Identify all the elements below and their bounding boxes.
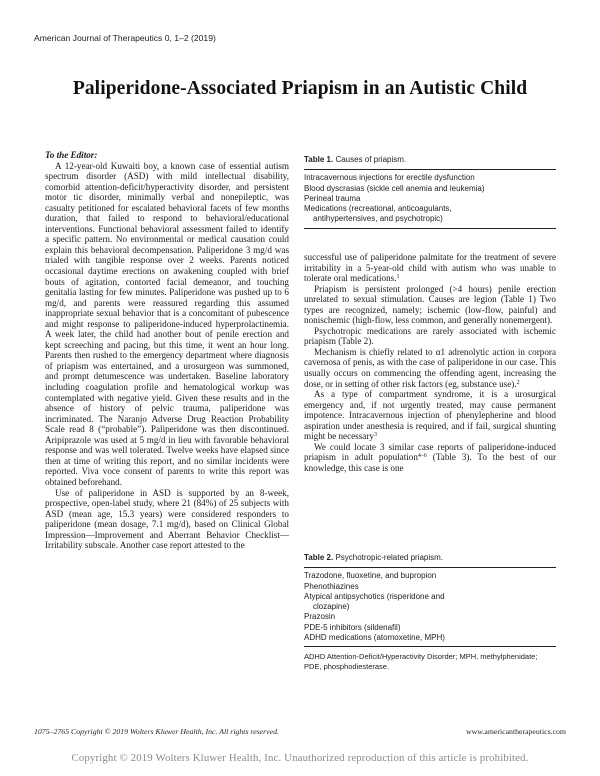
table-1-title: Causes of priapism. [335, 155, 407, 164]
table-2-footnote: ADHD Attention-Deficit/Hyperactivity Disorder; MPH, methylphenidate; PDE, phosphodiesterase. [304, 652, 538, 671]
left-column [45, 150, 289, 551]
table-1-caption [304, 155, 556, 170]
table-row: Atypical antipsychotics (risperidone and [304, 591, 445, 601]
table-2-rule [304, 646, 556, 647]
emergency-paragraph: As a type of compartment syndrome, it is a urosurgical emergency and, if not urgently treated, may cause permanent impotence. Intracavernous injection of phenylepherine and blood aspiration under anesthesia is required, and if fail, surgical shunting might be necessary$^3$ [304, 389, 556, 442]
psychotropic-paragraph: Psychotropic medications are rarely associated with ischemic priapism (Table 2). [304, 325, 556, 347]
table-row-continuation: antihypertensives, and psychotropic) [313, 214, 443, 224]
table-row: Trazodone, fluoxetine, and bupropion [304, 571, 437, 581]
mechanism-paragraph: Mechanism is chiefly related to α1 adrenolytic action in corpora cavernosa of penis, as with the case of paliperidone in our case. This usually occurs on commencing the offending agent, increasing the dose, or in setting of other risk factors (eg, substance use).$^2$ [304, 346, 556, 389]
table-row [304, 214, 556, 224]
table-1 [304, 155, 556, 229]
table-row: Perineal trauma [304, 193, 361, 203]
table-2-label: Table 2. [304, 553, 334, 562]
reference-3: 3 [373, 432, 377, 439]
table-1-label: Table 1. [304, 155, 334, 164]
table-row: Blood dyscrasias (sickle cell anemia and leukemia) [304, 183, 485, 193]
discussion-paragraph: Use of paliperidone in ASD is supported by an 8-week, prospective, open-label study, where 21 (84%) of 25 subjects with ASD (mean age, 15.3 years) were considered responders to paliperidone (mean dosage, 7.1 mg/d), based on Clinical Global Impression—Improvement and Aberrant Behavior Checklist—Irritability subscale. Another case report attested to the [45, 487, 289, 551]
table-2 [304, 553, 556, 671]
table-row: Intracavernous injections for erectile dysfunction [304, 173, 475, 183]
continued-paragraph: successful use of paliperidone palmitate for the treatment of severe irritability in a 5-year-old child with autism who was unable to tolerate oral medications.$^1$ [304, 252, 556, 284]
copyright-notice: Copyright © 2019 Wolters Kluwer Health, Inc. Unauthorized reproduction of this article is prohibited. [71, 752, 529, 764]
table-row [304, 602, 556, 612]
journal-website: www.americantherapeutics.com [466, 727, 566, 736]
table-row: Prazosin [304, 612, 336, 622]
case-reports-paragraph: We could locate 3 similar case reports of paliperidone-induced priapism in adult population$^{4-6}$ (Table 3). To the best of our knowledge, this case is one [304, 441, 557, 473]
case-paragraph: A 12-year-old Kuwaiti boy, a known case of essential autism spectrum disorder (ASD) with mild intellectual disability, comorbid attention-deficit/hyperactivity disorder, and persistent motor tic disorder, minimally verbal and nonepileptic, was casualty petitioned for escalated behavioral facets of few months duration, that failed to respond to behavioral/educational interventions. Functional behavioral assessment failed to identify a specific pattern. No environmental or medical causation could explain this behavioral decompensation. Paliperidone 3 mg/d was trialed with tangible response over 2 weeks. Parents noticed occasional daytime erections on awakening coupled with brief bouts of agitation, contorted facial demeanor, and touching genitalia lasting for few minutes. Paliperidone was pushed up to 6 mg/d, and parents were reassured regarding this assumed inappropriate sexual behavior that is a concomitant of pubescence and might response to paliperidone-induced hyperprolactinemia. A week later, the child had another bout of penile erection and kept screeching and pacing, but this time, it went an hour long. Parents then rushed to the emergency department where diagnosis of priapism was entertained, and a urosurgeon was summoned, and prompt detumescence was undertaken. Baseline laboratory including coagulation profile and hematological workup was contemplated with negative yield. Given these results and in the absence of history of pelvic trauma, paliperidone was incriminated. The Naranjo Adverse Drug Reaction Probability Scale read 8 (“probable”). Paliperidone was then discontinued. Aripiprazole was used at 5 mg/d in lieu with favorable behavioral response and was well tolerated. Twelve weeks have elapsed since then at time of writing this report, and no similar incidents were reported. Viva voce consent of parents to write this report was obtained beforehand. [45, 160, 289, 487]
table-row-continuation: clozapine) [313, 602, 350, 612]
table-2-caption [304, 553, 556, 568]
table-row: Medications (recreational, anticoagulants, [304, 204, 452, 214]
table-2-title: Psychotropic-related priapism. [335, 553, 444, 562]
article-title: Paliperidone-Associated Priapism in an Autistic Child [72, 78, 528, 99]
priapism-definition-paragraph: Priapism is persistent prolonged (>4 hours) penile erection unrelated to sexual stimulation. Causes are legion (Table 1) Two types are recognized, namely; ischemic (low-flow, painful) and nonischemic (high-flow, less common, and generally nonemergent). [304, 283, 556, 326]
table-row: PDE-5 inhibitors (sildenafil) [304, 622, 401, 632]
reference-4-6: 4–6 [417, 453, 427, 460]
table-1-rule [304, 228, 556, 229]
reference-1: 1 [396, 274, 400, 281]
table-row: Phenothiazines [304, 581, 359, 591]
table-row: ADHD medications (atomoxetine, MPH) [304, 633, 445, 643]
salutation: To the Editor: [45, 150, 98, 160]
footer-copyright-line: 1075–2765 Copyright © 2019 Wolters Kluwer Health, Inc. All rights reserved. [34, 727, 279, 736]
right-column [304, 252, 556, 473]
running-head: American Journal of Therapeutics 0, 1–2 (2019) [34, 33, 216, 43]
reference-2: 2 [516, 379, 520, 386]
